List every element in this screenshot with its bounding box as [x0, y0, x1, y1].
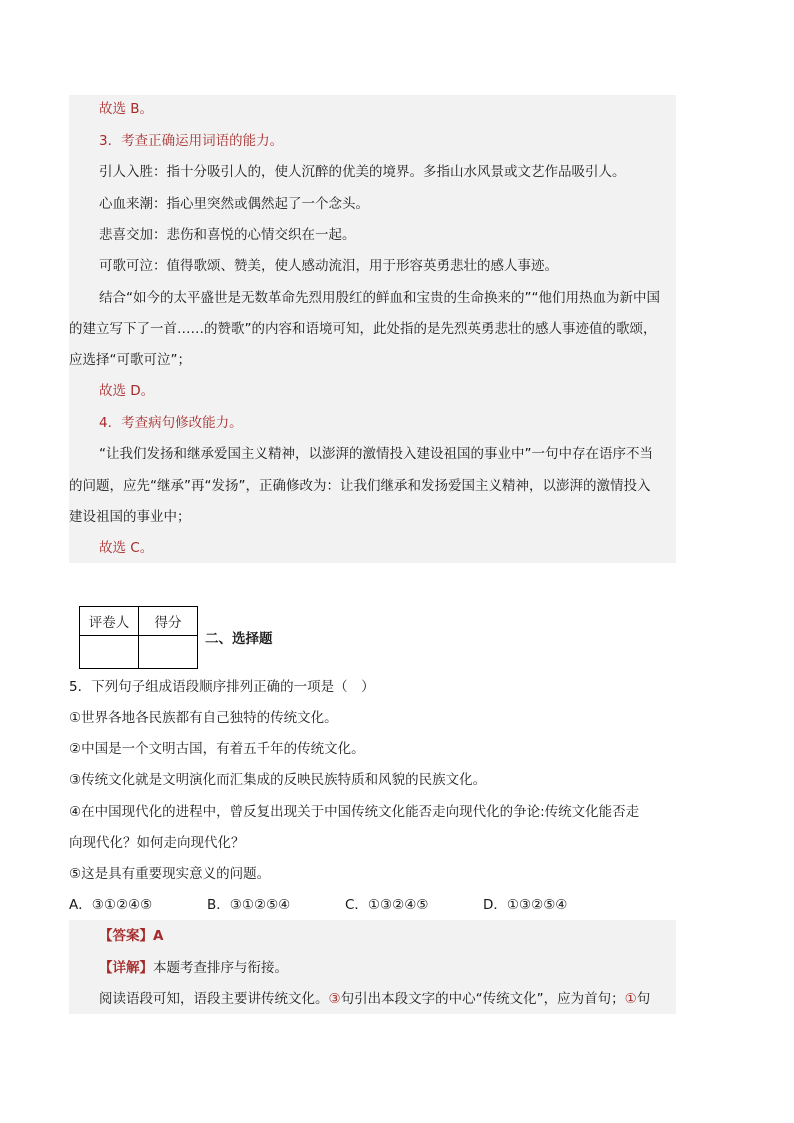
word-def-1: 引人入胜：指十分吸引人的，使人沉醉的优美的境界。多指山水风景或文艺作品吸引人。	[99, 164, 626, 180]
score-table-grader-cell	[80, 636, 139, 669]
answer-d-text: 故选 D。	[99, 383, 155, 399]
option-c: C．①③②④⑤	[345, 897, 429, 913]
answer-value: A	[153, 928, 164, 944]
q3-heading: 3．考查正确运用词语的能力。	[99, 133, 284, 149]
word-def-2: 心血来潮：指心里突然或偶然起了一个念头。	[99, 196, 369, 212]
word-def-4: 可歌可泣：值得歌颂、赞美，使人感动流泪，用于形容英勇悲壮的感人事迹。	[99, 258, 558, 274]
score-table-score-cell	[139, 636, 198, 669]
detail-text: 本题考查排序与衔接。	[153, 960, 288, 976]
q5-sentence-3: ③传统文化就是文明演化而汇集成的反映民族特质和风貌的民族文化。	[69, 772, 487, 788]
analysis-p2-line3: 建设祖国的事业中；	[69, 509, 191, 525]
q5-sentence-5: ⑤这是具有重要现实意义的问题。	[69, 866, 271, 882]
reasoning-line	[69, 990, 676, 1008]
analysis-p2-line2: 的问题，应先“继承”再“发扬”，正确修改为：让我们继承和发扬爱国主义精神，以澎湃的激情投入	[69, 478, 651, 494]
q5-options	[69, 896, 681, 914]
answer-b	[69, 100, 681, 118]
q5-sentence-4-line2: 向现代化？如何走向现代化？	[69, 835, 245, 851]
score-table	[79, 606, 198, 669]
score-table-grader-header: 评卷人	[80, 607, 139, 636]
q5-stem: 5．下列句子组成语段顺序排列正确的一项是（ ）	[69, 679, 375, 695]
option-b: B．③①②⑤④	[207, 897, 291, 913]
answer-c-text: 故选 C。	[99, 540, 154, 556]
analysis-p2-line1: “让我们发扬和继承爱国主义精神，以澎湃的激情投入建设祖国的事业中”一句中存在语序不当	[99, 446, 653, 462]
detail-line	[69, 959, 681, 977]
reasoning-mark-3: ③	[328, 991, 341, 1007]
option-a: A．③①②④⑤	[69, 897, 153, 913]
analysis-p1-line2: 的建立写下了一首……的赞歌”的内容和语境可知，此处指的是先烈英勇悲壮的感人事迹值的歌颂，	[69, 321, 657, 337]
reasoning-text-b: 句引出本段文字的中心“传统文化”，应为首句；	[340, 991, 625, 1007]
analysis-p1-line1: 结合“如今的太平盛世是无数革命先烈用殷红的鲜血和宝贵的生命换来的”“他们用热血为新中国	[99, 290, 660, 306]
answer-c	[69, 539, 681, 557]
option-d: D．①③②⑤④	[483, 897, 568, 913]
answer-b-text: 故选 B。	[99, 101, 154, 117]
reasoning-mark-1: ①	[624, 991, 637, 1007]
q5-sentence-1: ①世界各地各民族都有自己独特的传统文化。	[69, 710, 338, 726]
q5-sentence-4-line1: ④在中国现代化的进程中，曾反复出现关于中国传统文化能否走向现代化的争论:传统文化能否走	[69, 804, 640, 820]
answer-label: 【答案】	[99, 928, 153, 944]
answer-line	[69, 927, 681, 945]
reasoning-text-a: 阅读语段可知，语段主要讲传统文化。	[99, 991, 329, 1007]
score-table-score-header: 得分	[139, 607, 198, 636]
word-def-3: 悲喜交加：悲伤和喜悦的心情交织在一起。	[99, 227, 356, 243]
detail-label: 【详解】	[99, 960, 153, 976]
section-title: 二、选择题	[205, 631, 273, 647]
q4-heading: 4．考查病句修改能力。	[99, 415, 243, 431]
q5-sentence-2: ②中国是一个文明古国，有着五千年的传统文化。	[69, 741, 365, 757]
analysis-p1-line3: 应选择“可歌可泣”；	[69, 352, 191, 368]
answer-d	[69, 382, 681, 400]
reasoning-text-c: 句	[636, 991, 651, 1007]
